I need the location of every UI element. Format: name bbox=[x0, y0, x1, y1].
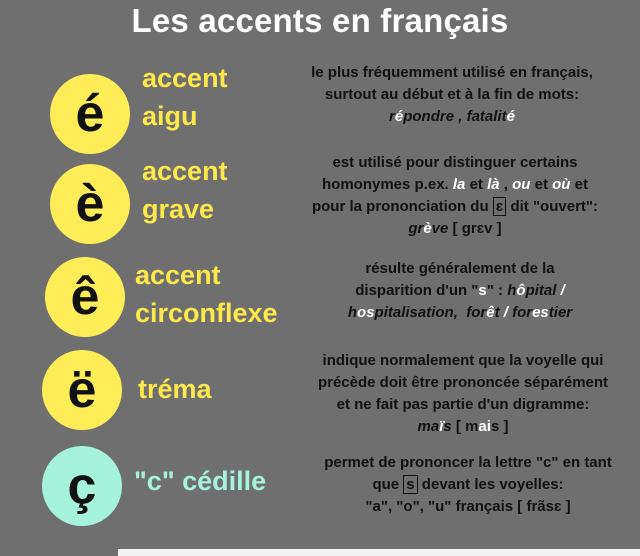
example-text: pitalisation, bbox=[374, 304, 458, 321]
desc-text: " : bbox=[486, 282, 508, 299]
desc-line: précède doit être prononcée séparément bbox=[317, 374, 609, 391]
desc-line: résulte généralement de la bbox=[365, 260, 555, 277]
homonym: la bbox=[452, 176, 466, 193]
example-ipa bbox=[456, 418, 509, 435]
example-text: pondre bbox=[403, 108, 455, 125]
example-line bbox=[290, 416, 636, 438]
example-text: s bbox=[443, 418, 452, 435]
accent-name-line1: accent bbox=[142, 63, 228, 93]
accent-name bbox=[142, 59, 228, 135]
example-text: h bbox=[347, 304, 358, 321]
homonym: ou bbox=[512, 176, 531, 193]
example-text: pital bbox=[525, 282, 557, 299]
example-text: for bbox=[512, 304, 533, 321]
example-text: tier bbox=[548, 304, 573, 321]
desc-text: disparition d'un " bbox=[355, 282, 479, 299]
example-text: ma bbox=[417, 418, 440, 435]
example-text: fatalit bbox=[466, 108, 507, 125]
accent-name-line1: tréma bbox=[138, 374, 212, 404]
example-text: gr bbox=[408, 220, 424, 237]
desc-text: que bbox=[372, 476, 404, 493]
accent-name bbox=[142, 152, 228, 228]
ipa-highlight: i bbox=[486, 418, 491, 435]
desc-line bbox=[300, 474, 636, 496]
phonetic-symbol: s bbox=[403, 475, 417, 494]
desc-line: et ne fait pas partie d'un digramme: bbox=[336, 396, 590, 413]
example-line bbox=[300, 302, 620, 324]
desc-text: devant les voyelles: bbox=[417, 476, 564, 493]
example-line bbox=[282, 218, 628, 240]
accent-description bbox=[300, 452, 636, 518]
accent-description bbox=[290, 350, 636, 438]
desc-line: le plus fréquemment utilisé en français, bbox=[311, 64, 593, 81]
accent-letter-badge: é bbox=[50, 74, 130, 154]
accent-name-line2: circonflexe bbox=[135, 298, 278, 328]
accent-name-line1: accent bbox=[142, 156, 228, 186]
accent-description bbox=[300, 258, 620, 324]
example-text: ve bbox=[431, 220, 449, 237]
ipa-highlight: a bbox=[478, 418, 487, 435]
example-separator: , bbox=[454, 108, 467, 125]
example-text: r bbox=[389, 108, 395, 125]
desc-line: surtout au début et à la fin de mots: bbox=[324, 86, 580, 103]
accent-name-line2: aigu bbox=[142, 101, 198, 131]
example-accent: es bbox=[532, 304, 549, 321]
desc-line bbox=[282, 174, 628, 196]
accent-name-line2: grave bbox=[142, 194, 215, 224]
accent-name bbox=[135, 256, 278, 332]
desc-text: pour la prononciation du bbox=[311, 198, 493, 215]
example-accent: é bbox=[394, 108, 404, 125]
homonym: là bbox=[487, 176, 500, 193]
ipa-text: [ m bbox=[455, 418, 479, 435]
page-title: Les accents en français bbox=[131, 2, 509, 39]
example-accent: è bbox=[423, 220, 432, 237]
example-text: for bbox=[466, 304, 487, 321]
accent-name-line1: "c" cédille bbox=[134, 466, 267, 496]
example-accent: ô bbox=[516, 282, 526, 299]
desc-text: homonymes p.ex. bbox=[322, 176, 453, 193]
desc-line bbox=[282, 196, 628, 218]
desc-text: et bbox=[465, 176, 488, 193]
phonetic-symbol: ɛ bbox=[493, 197, 506, 216]
homonym: où bbox=[552, 176, 571, 193]
bottom-edge-strip bbox=[118, 549, 640, 556]
desc-text: , bbox=[499, 176, 513, 193]
ipa-text: s ] bbox=[490, 418, 509, 435]
example-text: h bbox=[507, 282, 517, 299]
desc-line: permet de prononcer la lettre "c" en tant bbox=[324, 454, 612, 471]
example-ipa: [ grɛv ] bbox=[452, 220, 502, 237]
example-accent: ï bbox=[439, 418, 444, 435]
accent-name bbox=[138, 370, 212, 408]
accent-letter-badge: è bbox=[50, 164, 130, 244]
accent-name-line1: accent bbox=[135, 260, 221, 290]
example-separator: / bbox=[556, 282, 565, 299]
accent-letter-badge: ê bbox=[45, 257, 125, 337]
example-accent: é bbox=[506, 108, 515, 125]
desc-line: "a", "o", "u" français [ frãsɛ ] bbox=[365, 498, 571, 515]
accent-letter-badge: ç bbox=[42, 446, 122, 526]
desc-line: indique normalement que la voyelle qui bbox=[322, 352, 604, 369]
accent-letter-badge: ë bbox=[42, 350, 122, 430]
highlight-letter: s bbox=[478, 282, 487, 299]
example-text: t bbox=[494, 304, 500, 321]
accent-description bbox=[282, 152, 628, 240]
desc-text: et bbox=[570, 176, 588, 193]
example-line bbox=[282, 106, 622, 128]
example-accent: ê bbox=[486, 304, 495, 321]
desc-line: est utilisé pour distinguer certains bbox=[332, 154, 578, 171]
desc-text: et bbox=[530, 176, 553, 193]
accent-name bbox=[134, 462, 266, 500]
desc-text: dit "ouvert": bbox=[506, 198, 599, 215]
example-separator: / bbox=[499, 304, 513, 321]
desc-line bbox=[300, 280, 620, 302]
example-accent: os bbox=[357, 304, 375, 321]
accent-description bbox=[282, 62, 622, 128]
